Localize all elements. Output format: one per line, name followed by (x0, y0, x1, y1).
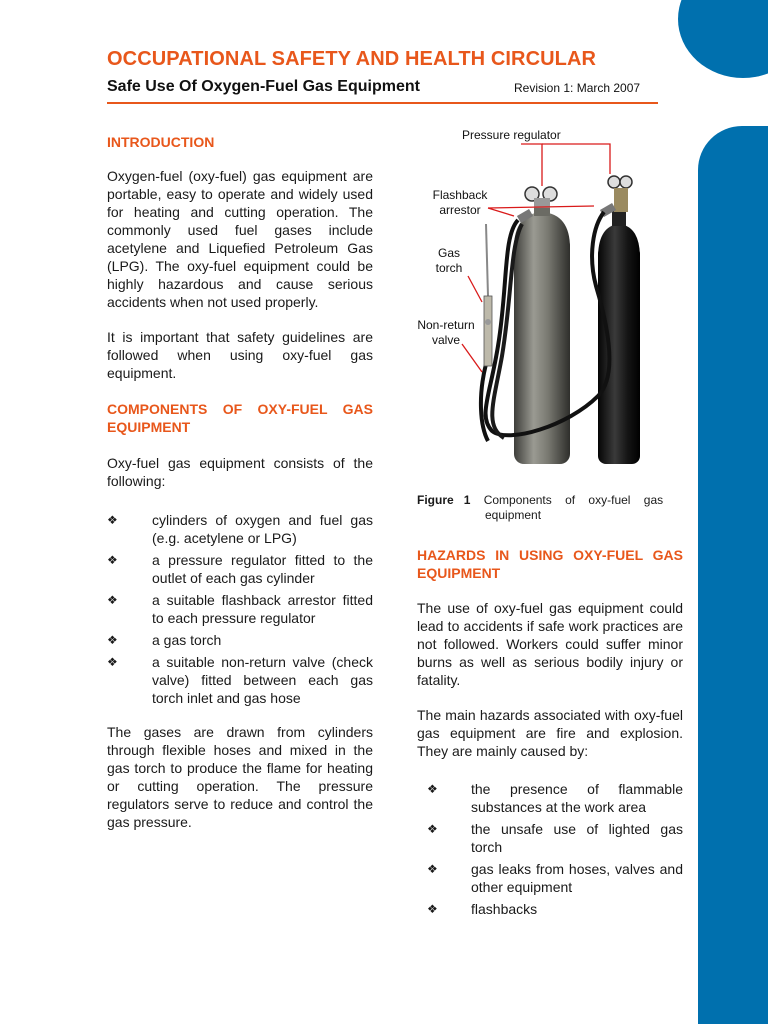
components-list (107, 511, 373, 707)
list-item: ❖ flashbacks (427, 901, 538, 917)
diamond-bullet-icon: ❖ (107, 553, 118, 567)
label-pressure-regulator: Pressure regulator (462, 128, 561, 142)
hazards-paragraph-2: The main hazards associated with oxy-fuel gas equipment are fire and explosion. They are mainly caused by: (417, 707, 683, 759)
list-item: ❖ a pressure regulator fitted to the outlet of each gas cylinder (107, 552, 373, 586)
diamond-bullet-icon: ❖ (107, 593, 118, 607)
gas-cylinders-illustration (418, 126, 684, 476)
pressure-regulator-grey (525, 187, 557, 208)
decorative-blue-circle (678, 0, 768, 78)
oxygen-cylinder (598, 246, 640, 464)
revision-date: Revision 1: March 2007 (514, 81, 641, 95)
diamond-bullet-icon: ❖ (427, 902, 438, 916)
components-intro: Oxy-fuel gas equipment consists of the following: (107, 455, 373, 489)
diamond-bullet-icon: ❖ (427, 862, 438, 876)
introduction-paragraph-1: Oxygen-fuel (oxy-fuel) gas equipment are portable, easy to operate and widely used for heating and cutting operation. The commonly used fuel gases include acetylene and Liquefied Petroleum Gas (LPG). The oxy-fuel equipment could be highly hazardous and cause serious accidents when not used properly. (107, 168, 373, 310)
list-item: ❖ a gas torch (107, 632, 222, 648)
components-heading: COMPONENTS OF OXY-FUEL GAS EQUIPMENT (107, 401, 373, 435)
diamond-bullet-icon: ❖ (427, 822, 438, 836)
list-item: ❖ the presence of flammable substances at the work area (427, 781, 683, 815)
components-closing-paragraph: The gases are drawn from cylinders through flexible hoses and mixed in the gas torch to produce the flame for heating or cutting operation. The pressure regulators serve to reduce and control the gas pressure. (107, 724, 373, 830)
diamond-bullet-icon: ❖ (427, 782, 438, 796)
hazards-heading: HAZARDS IN USING OXY-FUEL GAS EQUIPMENT (417, 547, 683, 581)
right-column (417, 493, 683, 922)
hazards-paragraph-1: The use of oxy-fuel gas equipment could lead to accidents if safe work practices are not followed. Workers could suffer minor burns as well as serious bodily injury or fatality. (417, 600, 683, 688)
gas-torch (484, 224, 492, 366)
label-gas-torch: Gas torch (435, 246, 463, 275)
document-title: OCCUPATIONAL SAFETY AND HEALTH CIRCULAR (107, 48, 597, 70)
diamond-bullet-icon: ❖ (107, 633, 118, 647)
label-non-return-valve: Non-return valve (417, 318, 475, 347)
oxy-fuel-equipment-figure (418, 126, 684, 476)
label-flashback-arrestor: Flashback arrestor (432, 188, 488, 217)
figure-caption: Figure 1 Components of oxy-fuel gas (417, 493, 664, 507)
decorative-blue-sidebar (698, 126, 768, 1024)
header-divider (107, 102, 658, 104)
list-item: ❖ cylinders of oxygen and fuel gas (e.g. acetylene or LPG) (107, 512, 373, 546)
introduction-heading: INTRODUCTION (107, 134, 215, 150)
diamond-bullet-icon: ❖ (107, 513, 118, 527)
introduction-paragraph-2: It is important that safety guidelines are followed when using oxy-fuel gas equipment. (107, 329, 373, 381)
left-column (107, 130, 373, 831)
list-item: ❖ a suitable flashback arrestor fitted to each pressure regulator (107, 592, 373, 626)
hazards-list (417, 780, 683, 918)
list-item: ❖ a suitable non-return valve (check valve) fitted between each gas torch inlet and gas hose (107, 654, 373, 706)
list-item: ❖ the unsafe use of lighted gas torch (427, 821, 683, 855)
figure-caption-line-2: equipment (485, 508, 542, 522)
list-item: ❖ gas leaks from hoses, valves and other equipment (427, 861, 683, 895)
document-subtitle: Safe Use Of Oxygen-Fuel Gas Equipment (107, 78, 420, 95)
diamond-bullet-icon: ❖ (107, 655, 118, 669)
